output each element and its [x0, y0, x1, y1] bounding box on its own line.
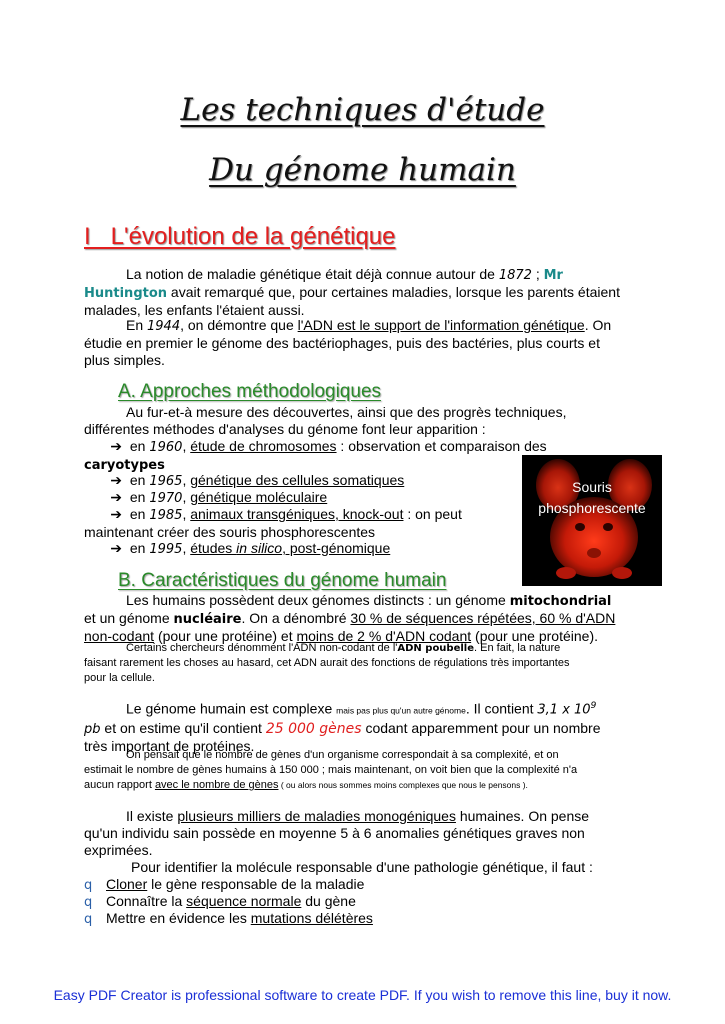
arrow-icon: ➔: [110, 438, 122, 454]
bullet-item-sequence: q Connaître la séquence normale du gène: [84, 893, 356, 910]
bullet-item-cloner: q Cloner le gène responsable de la maladie: [84, 876, 365, 893]
note-adn-poubelle: Certains chercheurs dénomment l'ADN non-codant de l'ADN poubelle. En fait, la nature faisant rarement les choses au hasard, cet ADN aurait des fonctions de régulations très importantes pour la cellule.: [84, 642, 570, 684]
section-heading-approches: A. Approches méthodologiques: [118, 381, 382, 402]
doc-title-line1: Les techniques d'étude: [180, 92, 545, 128]
arrow-icon: ➔: [110, 540, 122, 556]
doc-title-line2: Du génome humain: [209, 152, 516, 188]
paragraph-adn-support: En 1944, on démontre que l'ADN est le support de l'information génétique. On étudie en premier le génome des bactériophages, puis des bactéries, plus courts et plus simples.: [84, 317, 612, 368]
pdf-creator-footer: Easy PDF Creator is professional software to create PDF. If you wish to remove this line, buy it now.: [53, 987, 672, 1003]
arrow-icon: ➔: [110, 489, 122, 505]
note-nombre-genes: On pensait que le nombre de gènes d'un organisme correspondait à sa complexité, et on estimait le nombre de gènes humains à 150 000 ; mais maintenant, on voit bien que la complexité n'a aucun rapport avec le nombre de gènes ( ou alors nous sommes moins complexes que nous le pensons ).: [84, 749, 578, 791]
mouse-illustration: [522, 455, 662, 586]
paragraph-huntington: La notion de maladie génétique était déjà connue autour de 1872 ; Mr Huntington avait remarqué que, pour certaines maladies, lorsque les parents étaient malades, les enfants l'étaient aussi.: [84, 266, 620, 318]
list-item-1995: ➔ en 1995, études in silico, post-génomique: [84, 540, 390, 558]
list-item-1965: ➔ en 1965, génétique des cellules somatiques: [84, 472, 404, 490]
bullet-icon: q: [84, 912, 93, 927]
list-item-1970: ➔ en 1970, génétique moléculaire: [84, 489, 327, 507]
list-item-1985: ➔ en 1985, animaux transgéniques, knock-out : on peut maintenant créer des souris phosphorescentes: [84, 506, 462, 540]
phosphorescent-mouse-image: [522, 455, 662, 586]
section-heading-caracteristiques: B. Caractéristiques du génome humain: [118, 570, 447, 591]
paragraph-genome-complexe: Le génome humain est complexe mais pas plus qu'un autre génome. Il contient 3,1 x $10^9$ pb et on estime qu'il contient 25 000 gènes codant apparemment pour un nombre très important de protéines.: [84, 700, 601, 754]
section-heading-evolution: I L'évolution de la génétique: [84, 223, 396, 250]
paragraph-identifier: Pour identifier la molécule responsable d'une pathologie génétique, il faut :: [131, 859, 593, 875]
paragraph-methodes: Au fur-et-à mesure des découvertes, ainsi que des progrès techniques, différentes méthodes d'analyses du génome font leur apparition :: [84, 404, 567, 437]
bullet-icon: q: [84, 878, 93, 893]
image-caption: Souris phosphorescente: [538, 479, 646, 516]
arrow-icon: ➔: [110, 506, 122, 522]
list-item-1960: ➔ en 1960, étude de chromosomes : observation et comparaison des caryotypes: [84, 438, 547, 473]
arrow-icon: ➔: [110, 472, 122, 488]
bullet-icon: q: [84, 895, 93, 910]
paragraph-maladies-monogeniques: Il existe plusieurs milliers de maladies monogéniques humaines. On pense qu'un individu sain possède en moyenne 5 à 6 anomalies génétiques graves non exprimées.: [84, 808, 590, 858]
bullet-item-mutations: q Mettre en évidence les mutations délétères: [84, 910, 373, 927]
paragraph-genomes: Les humains possèdent deux génomes distincts : un génome mitochondrial et un génome nucléaire. On a dénombré 30 % de séquences répétées, 60 % d'ADN non-codant (pour une protéine) et moins de 2 % d'ADN codant (pour une protéine).: [84, 592, 616, 644]
